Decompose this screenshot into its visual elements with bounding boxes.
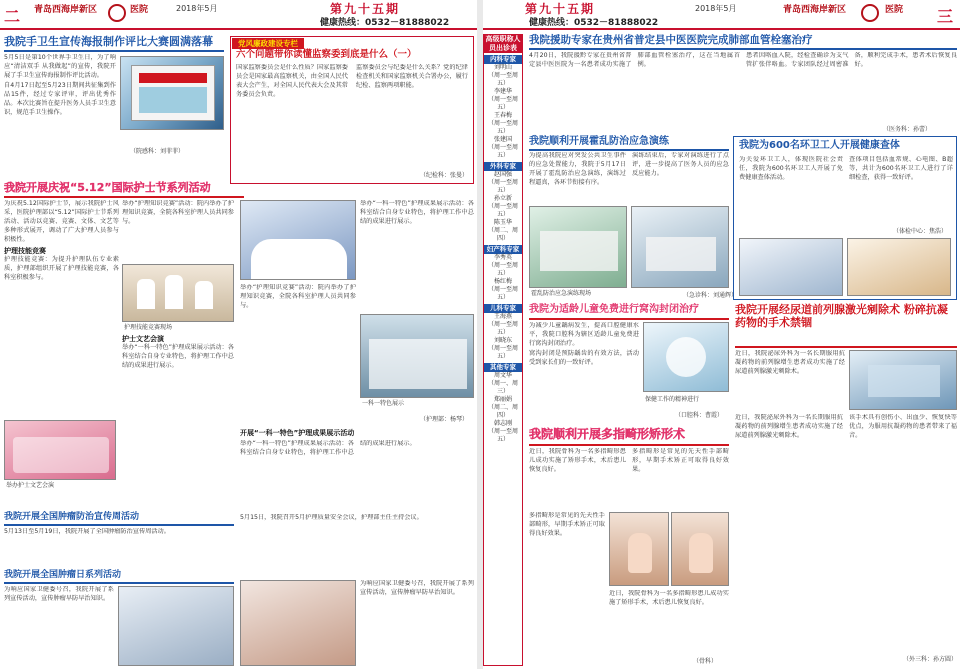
- hospital-suffix: 医院: [130, 5, 149, 15]
- performance-photo: [4, 420, 116, 480]
- dental-photo: [643, 322, 729, 392]
- right-page: [483, 0, 960, 669]
- photo-caption: 保健工作的精神进行: [645, 396, 700, 403]
- column-title: 党风廉政建设专栏: [232, 38, 304, 49]
- page-number: 三: [937, 7, 954, 26]
- nurses-group-photo: [240, 200, 356, 280]
- divider: [4, 524, 234, 526]
- expert-schedule-sidebar: [483, 34, 523, 666]
- issue-number: 第九十五期: [330, 2, 401, 16]
- article-headline: 我院开展庆祝“5.12”国际护士节系列活动: [4, 181, 211, 194]
- article-author: （外三科：孙方圆）: [903, 656, 958, 663]
- issue-date: 2018年5月: [176, 4, 218, 13]
- divider: [529, 149, 729, 151]
- hospital-suffix: 医院: [885, 5, 904, 15]
- divider: [4, 196, 244, 198]
- page-number: 二: [4, 7, 21, 26]
- article-body: 举办“护理知识竞赛”活动：院内举办了护理知识竞赛，全院各科室护理人员共同参与。: [122, 200, 234, 225]
- photo-caption: 一科一特色展示: [362, 400, 405, 407]
- article-headline: 我院开展经尿道前列腺激光剜除术 粉碎抗凝药物的手术禁锢: [735, 303, 948, 329]
- sidebar-section: 外科专家 赵国强 （周一至周五） 孙立新 （周一至周五） 陈玉华 （周二、周四）: [484, 162, 522, 243]
- article-author: （骨科）: [693, 658, 718, 665]
- nurse-award-photo: [360, 314, 474, 398]
- article-headline: 我院为适龄儿童免费进行窝沟封闭治疗: [529, 304, 699, 315]
- article-headline: 我院顺利开展多指畸形矫形术: [529, 427, 686, 441]
- divider: [735, 346, 957, 348]
- drill-photo-2: [631, 206, 729, 288]
- divider: [4, 582, 234, 584]
- right-masthead: [483, 0, 960, 30]
- hand-photo-before: [609, 512, 669, 586]
- sidebar-section: 其他专家 周文华 （周一、周三） 郑丽娟 （周二、周四） 韩志刚 （周一至周五）: [484, 363, 522, 444]
- left-masthead: [0, 0, 477, 30]
- sidebar-section: 内科专家 刘明山 （周一至周五） 李建华 （周一至周五） 王春梅 （周一至周五） 张建国 （周一至周五）: [484, 55, 522, 160]
- article-body: 护士文艺会演 举办“一科一特色”护理成果展示活动：各科室结合自身专业特色，将护理工作中总结的成果进行展示。: [122, 335, 234, 370]
- article-headline: 我院手卫生宣传海报制作评比大赛圆满落幕: [4, 35, 213, 48]
- divider: [4, 50, 224, 52]
- contest-poster-photo: [120, 56, 224, 130]
- article-body: 为响应国家卫健委号召，我院开展了系列宣传活动，宣传肿瘤早防早治知识。: [360, 580, 474, 596]
- nursing-skills-photo: [122, 264, 234, 322]
- left-page: [0, 0, 477, 669]
- article-author: （急诊科：刘通辉）: [683, 292, 738, 299]
- article-body: 近日，我院泌尿外科为一名长期服用抗凝药物的前列腺增生患者成功实施了经尿道前列腺激光剜除术。: [735, 350, 845, 375]
- column-body: 国家监察委员会是什么性质？国家监察委员会是国家最高监察机关，由全国人民代表大会产生，对全国人民代表大会及其常务委员会负责。 监察委员会与纪委是什么关系？党的纪律检查机关和国家监察机关合署办公，履行纪检、监察两项职能。: [236, 64, 468, 98]
- divider: [529, 444, 729, 446]
- hospital-logo-icon: [861, 4, 879, 22]
- article-body: 5月13日至5月19日，我院开展了全国肿瘤防治宣传周活动。: [4, 528, 170, 535]
- column-headline: 六个问题带你读懂监察委到底是什么（一）: [236, 49, 417, 60]
- event-photo: [240, 580, 356, 666]
- article-headline: 我院开展全国肿瘤日系列活动: [4, 570, 122, 580]
- article-body: 举办“一科一特色”护理成果展示活动：各科室结合自身专业特色，将护理工作中总结的成果进行展示。: [360, 200, 474, 225]
- article-body: 为庆祝5.12国际护士节，展示我院护士风采，医院护理部以“5.12”国际护士节系列活动、活动以竞赛、竞赛、文体、文艺等多种形式展开，调动了广大护理人员参与积极性。 护理技能竞赛 护理技能竞赛：为提升护理队伍专业素质，护理部组织开展了护理技能竞赛，各科室积极参与。: [4, 200, 119, 282]
- cancer-week-photo: [118, 586, 234, 666]
- hospital-name: 青岛西海岸新区: [783, 5, 847, 15]
- sidebar-section: 儿科专家 王海燕 （周一至周五） 刘晓东 （周一至周五）: [484, 304, 522, 361]
- photo-caption: 护理技能竞赛现场: [124, 324, 173, 331]
- article-headline: 我院开展全国肿瘤防治宣传周活动: [4, 512, 140, 522]
- article-author: （护理部：杨琴）: [420, 416, 469, 423]
- article-body: 近日，我院泌尿外科为一名长期服用抗凝药物的前列腺增生患者成功实施了经尿道前列腺激光剜除术。 该手术具有创伤小、出血少、恢复快等优点，为服用抗凝药物的患者带来了福音。: [735, 414, 957, 439]
- article-body: 近日，我院骨科为一名多指畸形患儿成功实施了矫形手术，术后患儿恢复良好。 多指畸形是常见的先天性手部畸形，早期手术矫正可取得良好效果。: [529, 448, 729, 473]
- article-author: （体检中心：焦浩）: [893, 228, 948, 235]
- article-headline: 我院为600名环卫工人开展健康查体: [739, 140, 900, 151]
- article-headline: 我院顺利开展霍乱防治应急演练: [529, 136, 669, 147]
- sub-headline: 开展“一科一特色”护理成果展示活动: [240, 429, 355, 437]
- photo-caption: 举办护士文艺会演: [6, 482, 55, 489]
- article-body: 为提高我院应对突发公共卫生事件的应急处置能力，我院于5月17日开展了霍乱防治应急演练，演练过程逼真，各环节衔接有序。 演练结束后，专家对演练进行了点评，进一步提高了医务人员的应急反应能力。: [529, 152, 729, 186]
- article-author: （院感科：刘菲菲）: [130, 148, 185, 155]
- column-author: （纪检科：张曼）: [420, 172, 469, 179]
- health-hotline: 健康热线：0532－81888022: [529, 18, 659, 28]
- surgery-photo: [849, 350, 957, 410]
- article-author: （医务科：孙蕾）: [883, 126, 932, 133]
- article-body: 举办“护理知识竞赛”活动：院内举办了护理知识竞赛，全院各科室护理人员共同参与。: [240, 284, 356, 309]
- issue-date: 2018年5月: [695, 4, 737, 13]
- article-body: 4月20日，我院援黔专家在贵州省普定县中医医院为一名患者成功实施了肺部血管栓塞治疗，这在当地属首例。 患者因咯血入院，经检查确诊为支气管扩张伴咯血。专家团队经过周密准备，顺利完成手术，患者术后恢复良好。: [529, 52, 957, 68]
- checkup-photo-1: [739, 238, 843, 296]
- article-headline: 我院援助专家在贵州省普定县中医医院完成肺部血管栓塞治疗: [529, 34, 813, 46]
- hand-photo-after: [671, 512, 729, 586]
- sidebar-header: 高级职称人员出诊表: [485, 35, 521, 52]
- article-body: 举办“一科一特色”护理成果展示活动：各科室结合自身专业特色，将护理工作中总结的成果进行展示。: [240, 440, 416, 456]
- article-body: 5月15日，我院召开5月护理质量安全会议，护理部主任主持会议。: [240, 514, 423, 521]
- hospital-name: 青岛西海岸新区: [34, 5, 98, 15]
- health-hotline: 健康热线：0532－81888022: [320, 18, 450, 28]
- photo-caption: 霍乱防治应急演练现场: [531, 290, 592, 297]
- issue-number: 第九十五期: [525, 2, 596, 16]
- article-body: 为减少儿童龋病发生，提高口腔健康水平，我院口腔科为辖区适龄儿童免费进行窝沟封闭治疗。 窝沟封闭是预防龋齿的有效方法，活动受到家长们的一致好评。: [529, 322, 639, 366]
- checkup-photo-2: [847, 238, 951, 296]
- divider: [529, 48, 957, 50]
- divider: [529, 318, 729, 320]
- article-body: 近日，我院骨科为一名多指畸形患儿成功实施了矫形手术，术后患儿恢复良好。: [609, 590, 729, 606]
- article-body: 多指畸形是常见的先天性手部畸形，早期手术矫正可取得良好效果。: [529, 512, 605, 537]
- article-body: 为关爱环卫工人，体现医院社会责任，我院为600名环卫工人开展了免费健康查体活动。 查体项目包括血常规、心电图、B超等，共计为600名环卫工人进行了详细检查，获得一致好评。: [739, 156, 953, 181]
- sidebar-section: 妇产科专家 李秀英 （周一至周五） 杨红梅 （周一至周五）: [484, 245, 522, 302]
- article-body: 5月5日是第10个世界手卫生日，为了响应“清洁双手 从我做起”的宣传，我院开展了手卫生宣传海报制作评比活动。 自4月17日起至5月23日期间共征集到作品15件，经过专家评审，评出优秀作品。本次比赛旨在提升医务人员手卫生意识，规范手卫生操作。: [4, 54, 116, 116]
- article-author: （口腔科：曹霞）: [675, 412, 724, 419]
- drill-photo-1: [529, 206, 627, 288]
- article-body: 为响应国家卫健委号召，我院开展了系列宣传活动，宣传肿瘤早防早治知识。: [4, 586, 114, 602]
- hospital-logo-icon: [108, 4, 126, 22]
